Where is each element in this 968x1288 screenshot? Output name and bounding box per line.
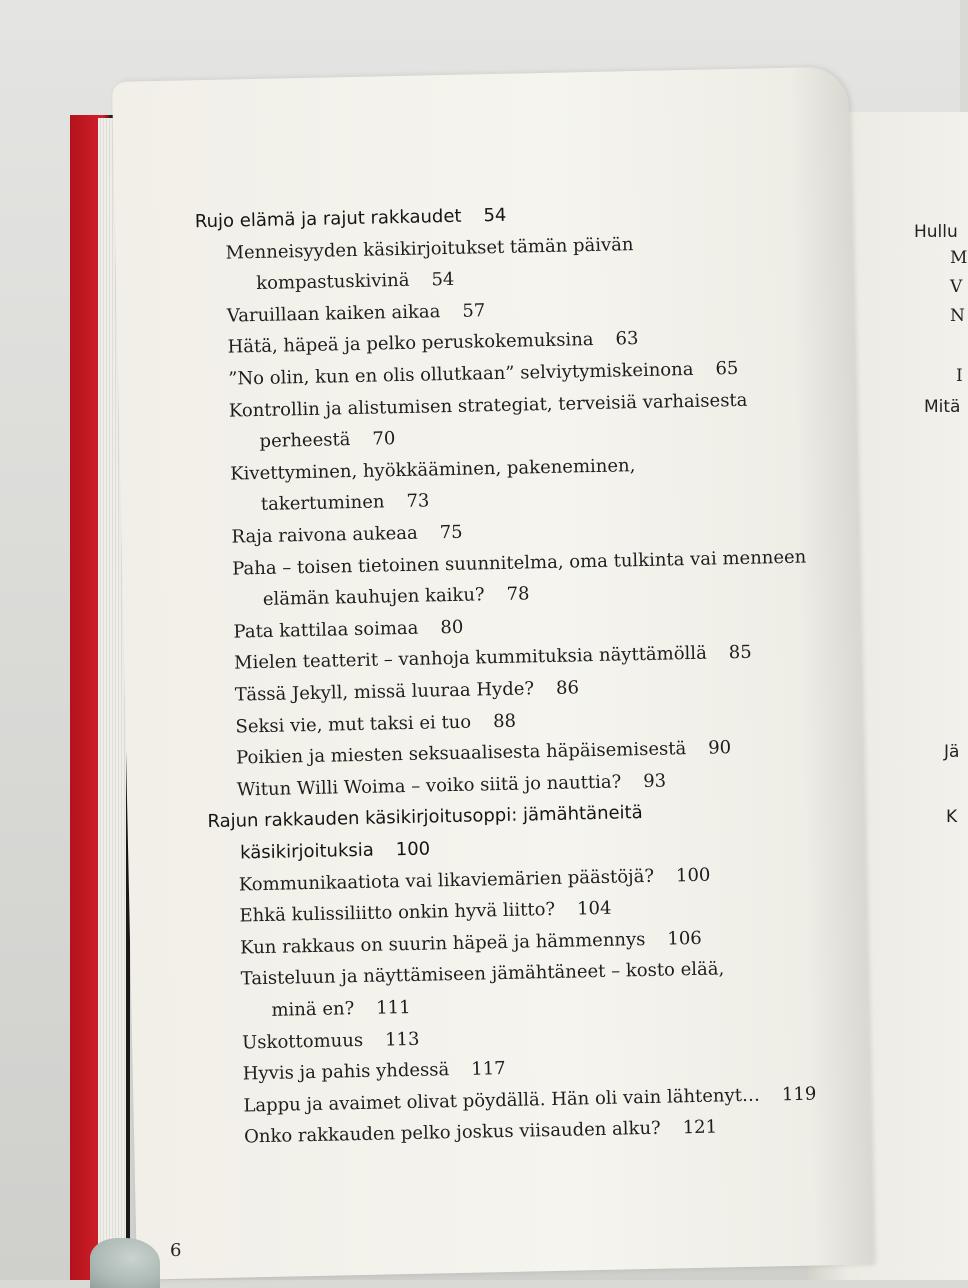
toc-entry-title: kompastuskivinä xyxy=(256,270,410,295)
toc-entry-page: 93 xyxy=(643,770,667,792)
toc-entry xyxy=(235,712,516,736)
toc-entry-title: Kontrollin ja alistumisen strategiat, terveisiä varhaisesta xyxy=(228,389,748,422)
toc-entry-title: Pata kattilaa soimaa xyxy=(233,617,419,643)
toc-entry xyxy=(225,233,634,264)
toc-entry-page: 117 xyxy=(471,1058,506,1080)
toc-entry-title: Kivettyminen, hyökkääminen, pakeneminen, xyxy=(230,454,636,485)
toc-entry-page: 65 xyxy=(715,357,739,380)
toc-entry-title: Raja raivona aukeaa xyxy=(231,522,418,548)
table-of-contents xyxy=(194,200,835,1148)
toc-entry-page: 111 xyxy=(376,996,411,1019)
toc-entry-title: elämän kauhujen kaiku? xyxy=(262,584,485,611)
toc-entry-title: Poikien ja miesten seksuaalisesta häpäisemisestä xyxy=(235,738,687,769)
right-page-text-4: N xyxy=(950,306,965,326)
toc-entry xyxy=(234,644,752,673)
toc-entry-title: Kommunikaatiota vai likaviemärien päästöjä? xyxy=(238,865,655,896)
toc-entry xyxy=(259,430,395,451)
toc-entry xyxy=(239,927,702,959)
toc-entry-title: Witun Willi Woima – voiko siitä jo nauttia? xyxy=(236,771,622,801)
toc-entry xyxy=(239,838,431,864)
toc-entry-title: Hätä, häpeä ja pelko peruskokemuksina xyxy=(227,329,594,359)
toc-entry xyxy=(194,204,507,233)
toc-entry xyxy=(242,1030,420,1052)
toc-entry xyxy=(271,996,411,1021)
right-page-text-1: Hullu xyxy=(914,222,958,242)
toc-entry-page: 104 xyxy=(576,897,612,920)
toc-entry-title: Hyvis ja pahis yhdessä xyxy=(242,1059,450,1085)
toc-entry-page: 54 xyxy=(431,269,455,291)
toc-entry-page: 78 xyxy=(506,583,530,606)
thumb xyxy=(90,1238,160,1288)
toc-entry xyxy=(240,958,725,990)
toc-entry-title: Uskottomuus xyxy=(241,1029,364,1054)
toc-entry-title: Rujo elämä ja rajut rakkaudet xyxy=(194,205,462,233)
toc-entry-page: 73 xyxy=(406,490,430,513)
toc-entry-title: Varuillaan kaiken aikaa xyxy=(226,300,441,327)
toc-entry-page: 121 xyxy=(682,1116,718,1139)
toc-entry-page: 57 xyxy=(462,300,486,322)
toc-entry xyxy=(243,1060,506,1084)
toc-entry-page: 85 xyxy=(728,642,752,664)
toc-entry-page: 54 xyxy=(483,204,507,227)
toc-entry xyxy=(236,739,731,767)
toc-entry xyxy=(239,897,612,927)
toc-entry xyxy=(239,866,711,894)
toc-entry xyxy=(230,454,636,485)
toc-entry-title: ”No olin, kun en olis ollutkaan” selviytymiskeinona xyxy=(228,358,694,390)
toc-entry xyxy=(235,679,579,704)
toc-entry-page: 113 xyxy=(384,1028,420,1051)
toc-entry-page: 75 xyxy=(439,521,463,544)
toc-entry xyxy=(229,391,748,420)
toc-entry-title: minä en? xyxy=(271,998,355,1021)
toc-entry-page: 63 xyxy=(615,328,639,350)
toc-entry-title: Mielen teatterit – vanhoja kummituksia näyttämöllä xyxy=(233,643,708,674)
toc-entry xyxy=(207,804,643,831)
toc-entry-title: Paha – toisen tietoinen suunnitelma, oma tulkinta vai menneen xyxy=(231,546,807,580)
toc-entry-title: Onko rakkauden pelko joskus viisauden alku? xyxy=(243,1118,661,1148)
toc-entry-page: 86 xyxy=(555,677,580,699)
right-page-text-2: M xyxy=(950,248,968,268)
toc-entry-title: Seksi vie, mut taksi ei tuo xyxy=(235,711,472,738)
toc-entry xyxy=(227,302,486,325)
toc-entry-title: Kun rakkaus on suurin häpeä ja hämmennys xyxy=(239,928,646,959)
toc-entry xyxy=(228,357,739,390)
toc-entry xyxy=(243,1116,718,1148)
toc-entry xyxy=(227,330,638,357)
toc-entry-page: 80 xyxy=(440,616,464,639)
toc-entry-page: 100 xyxy=(395,838,431,861)
right-page-text-8: K xyxy=(946,807,958,827)
toc-entry-title: Ehkä kulissiliitto onkin hyvä liitto? xyxy=(239,899,556,927)
page-number: 6 xyxy=(170,1240,182,1261)
toc-entry-page: 119 xyxy=(781,1083,817,1105)
toc-entry-title: Tässä Jekyll, missä luuraa Hyde? xyxy=(234,678,535,706)
toc-entry xyxy=(260,490,430,516)
toc-entry-page: 106 xyxy=(667,927,702,950)
toc-entry xyxy=(233,616,464,643)
toc-entry-title: Rajun rakkauden käsikirjoitusoppi: jämähtäneitä xyxy=(207,802,643,833)
toc-entry-page: 70 xyxy=(372,428,396,450)
toc-entry-title: perheestä xyxy=(259,429,351,453)
toc-entry-page: 90 xyxy=(707,737,732,759)
toc-entry xyxy=(262,583,530,611)
toc-entry-title: Menneisyyden käsikirjoitukset tämän päivän xyxy=(225,233,634,264)
toc-entry-title: Taisteluun ja näyttämiseen jämähtäneet – kosto elää, xyxy=(240,958,725,990)
toc-entry xyxy=(237,772,667,799)
right-page-text-3: V xyxy=(950,277,963,297)
toc-entry-title: takertuminen xyxy=(260,491,385,516)
right-page-text-6: Mitä xyxy=(924,397,961,417)
toc-entry xyxy=(243,1085,816,1115)
toc-entry xyxy=(232,548,806,578)
left-page xyxy=(112,67,873,1280)
toc-entry-page: 100 xyxy=(675,864,711,886)
toc-entry xyxy=(231,521,463,548)
toc-entry-title: Lappu ja avaimet olivat pöydällä. Hän oli vain lähtenyt… xyxy=(243,1084,761,1117)
toc-entry xyxy=(256,271,455,293)
toc-entry-page: 88 xyxy=(492,710,517,732)
toc-entry-title: käsikirjoituksia xyxy=(239,839,375,864)
right-page-text-5: I xyxy=(956,366,963,386)
right-page-text-7: Jä xyxy=(944,742,960,762)
